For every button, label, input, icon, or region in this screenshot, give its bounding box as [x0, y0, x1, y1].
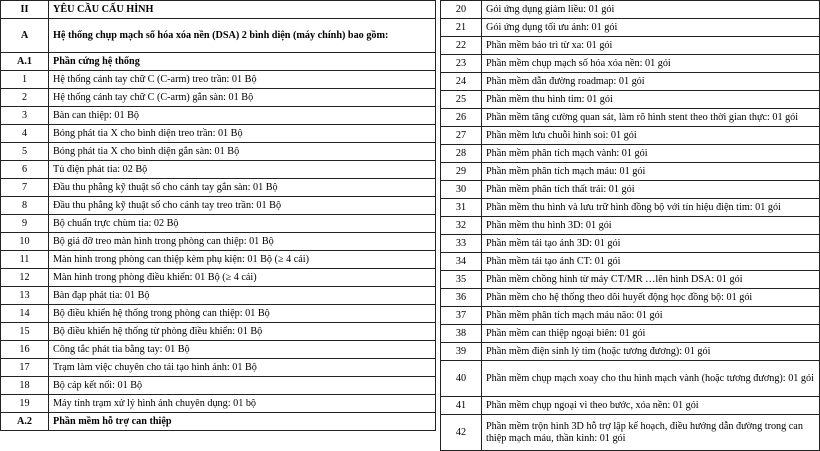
row-number: 2 — [1, 89, 49, 107]
row-number: 38 — [441, 325, 482, 343]
table-row — [441, 271, 820, 289]
row-number: 32 — [441, 217, 482, 235]
table-row — [1, 323, 436, 341]
table-row — [1, 341, 436, 359]
row-text: Bộ cáp kết nối: 01 Bộ — [49, 377, 436, 395]
table-row — [441, 253, 820, 271]
row-number: 1 — [1, 71, 49, 89]
table-row — [441, 109, 820, 127]
row-number: 14 — [1, 305, 49, 323]
row-text: Phần mềm thu hình 3D: 01 gói — [482, 217, 820, 235]
row-text: Phần mềm tái tạo ảnh CT: 01 gói — [482, 253, 820, 271]
table-row — [441, 199, 820, 217]
table-row — [1, 233, 436, 251]
row-text: Phần mềm chụp ngoại vi theo bước, xóa nền: 01 gói — [482, 397, 820, 415]
table-row — [441, 217, 820, 235]
row-number: 42 — [441, 415, 482, 451]
right-requirements-table — [440, 0, 820, 451]
row-text: Hệ thống chụp mạch số hóa xóa nền (DSA) 2 bình diện (máy chính) bao gồm: — [49, 19, 436, 53]
row-number: 16 — [1, 341, 49, 359]
row-text: Bàn can thiệp: 01 Bộ — [49, 107, 436, 125]
row-text: Phần mềm điện sinh lý tim (hoặc tương đương): 01 gói — [482, 343, 820, 361]
row-text: Phần mềm tăng cường quan sát, làm rõ hình stent theo thời gian thực: 01 gói — [482, 109, 820, 127]
row-number: 12 — [1, 269, 49, 287]
table-row — [1, 143, 436, 161]
table-row — [441, 415, 820, 451]
row-text: Bộ chuẩn trực chùm tia: 02 Bộ — [49, 215, 436, 233]
table-row — [441, 307, 820, 325]
table-row — [1, 197, 436, 215]
row-text: Phần mềm phân tích mạch vành: 01 gói — [482, 145, 820, 163]
table-row — [441, 235, 820, 253]
row-number: 31 — [441, 199, 482, 217]
row-text: Màn hình trong phòng can thiệp kèm phụ kiện: 01 Bộ (≥ 4 cái) — [49, 251, 436, 269]
table-row — [1, 107, 436, 125]
table-row — [1, 215, 436, 233]
row-number: 13 — [1, 287, 49, 305]
row-number: 41 — [441, 397, 482, 415]
row-text: Phần mềm thu hình tim: 01 gói — [482, 91, 820, 109]
row-number: 37 — [441, 307, 482, 325]
row-text: Phần mềm phân tích thất trái: 01 gói — [482, 181, 820, 199]
table-row — [441, 73, 820, 91]
table-row — [1, 179, 436, 197]
row-number: 4 — [1, 125, 49, 143]
table-row — [441, 181, 820, 199]
row-number: 10 — [1, 233, 49, 251]
table-row — [1, 413, 436, 431]
table-row — [441, 37, 820, 55]
row-number: 6 — [1, 161, 49, 179]
row-text: Phần mềm chụp mạch xoay cho thu hình mạch vành (hoặc tương đương): 01 gói — [482, 361, 820, 397]
row-text: Bàn đạp phát tia: 01 Bộ — [49, 287, 436, 305]
row-text: Bóng phát tia X cho bình diện treo trần: 01 Bộ — [49, 125, 436, 143]
table-row — [441, 397, 820, 415]
table-row — [1, 377, 436, 395]
row-text: Bộ điều khiển hệ thống từ phòng điều khiển: 01 Bộ — [49, 323, 436, 341]
table-row — [1, 305, 436, 323]
table-row — [1, 161, 436, 179]
row-number: 20 — [441, 1, 482, 19]
table-row — [441, 19, 820, 37]
row-number: A — [1, 19, 49, 53]
row-text: Phần mềm lưu chuỗi hình soi: 01 gói — [482, 127, 820, 145]
row-number: A.2 — [1, 413, 49, 431]
table-row — [441, 361, 820, 397]
table-row — [1, 269, 436, 287]
row-text: Bộ điều khiển hệ thống trong phòng can thiệp: 01 Bộ — [49, 305, 436, 323]
table-row — [1, 251, 436, 269]
row-text: Tủ điện phát tia: 02 Bộ — [49, 161, 436, 179]
row-text: YÊU CẦU CẤU HÌNH — [49, 1, 436, 19]
row-number: 25 — [441, 91, 482, 109]
row-number: 35 — [441, 271, 482, 289]
table-row — [441, 91, 820, 109]
row-number: 28 — [441, 145, 482, 163]
row-text: Phần mềm trộn hình 3D hỗ trợ lập kế hoạch, điều hướng dẫn đường trong can thiệp mạch máu, thần kinh: 01 gói — [482, 415, 820, 451]
table-row — [1, 359, 436, 377]
row-number: 11 — [1, 251, 49, 269]
table-row — [441, 127, 820, 145]
row-number: 24 — [441, 73, 482, 91]
row-text: Màn hình trong phòng điều khiển: 01 Bộ (≥ 4 cái) — [49, 269, 436, 287]
row-number: 18 — [1, 377, 49, 395]
row-text: Phần mềm dẫn đường roadmap: 01 gói — [482, 73, 820, 91]
row-number: A.1 — [1, 53, 49, 71]
row-text: Máy tính trạm xử lý hình ảnh chuyên dụng: 01 bộ — [49, 395, 436, 413]
row-number: 23 — [441, 55, 482, 73]
row-number: 27 — [441, 127, 482, 145]
table-row — [441, 163, 820, 181]
row-number: 40 — [441, 361, 482, 397]
row-number: 15 — [1, 323, 49, 341]
row-number: 29 — [441, 163, 482, 181]
row-text: Phần mềm thu hình và lưu trữ hình đồng bộ với tín hiệu điện tim: 01 gói — [482, 199, 820, 217]
table-row — [1, 19, 436, 53]
row-text: Phần cứng hệ thống — [49, 53, 436, 71]
row-number: 5 — [1, 143, 49, 161]
row-number: 30 — [441, 181, 482, 199]
row-number: 17 — [1, 359, 49, 377]
row-text: Phần mềm bảo trì từ xa: 01 gói — [482, 37, 820, 55]
row-text: Phần mềm chụp mạch số hóa xóa nền: 01 gói — [482, 55, 820, 73]
row-text: Phần mềm can thiệp ngoại biên: 01 gói — [482, 325, 820, 343]
row-text: Đầu thu phẳng kỹ thuật số cho cánh tay gắn sàn: 01 Bộ — [49, 179, 436, 197]
table-row — [1, 53, 436, 71]
row-text: Trạm làm việc chuyên cho tái tạo hình ảnh: 01 Bộ — [49, 359, 436, 377]
table-row — [1, 1, 436, 19]
table-row — [441, 343, 820, 361]
row-number: 9 — [1, 215, 49, 233]
row-text: Gói ứng dụng giảm liều: 01 gói — [482, 1, 820, 19]
row-text: Phần mềm chồng hình từ máy CT/MR …lên hình DSA: 01 gói — [482, 271, 820, 289]
row-number: 34 — [441, 253, 482, 271]
row-text: Phần mềm hỗ trợ can thiệp — [49, 413, 436, 431]
row-text: Phần mềm phân tích mạch máu não: 01 gói — [482, 307, 820, 325]
row-number: II — [1, 1, 49, 19]
table-row — [441, 1, 820, 19]
row-text: Phần mềm cho hệ thống theo dõi huyết động học đồng bộ: 01 gói — [482, 289, 820, 307]
row-text: Bộ giá đỡ treo màn hình trong phòng can thiệp: 01 Bộ — [49, 233, 436, 251]
row-text: Công tắc phát tia bằng tay: 01 Bộ — [49, 341, 436, 359]
row-text: Gói ứng dụng tối ưu ảnh: 01 gói — [482, 19, 820, 37]
table-row — [441, 145, 820, 163]
table-row — [441, 289, 820, 307]
table-row — [1, 287, 436, 305]
row-text: Phần mềm tái tạo ảnh 3D: 01 gói — [482, 235, 820, 253]
row-text: Hệ thống cánh tay chữ C (C-arm) treo trần: 01 Bộ — [49, 71, 436, 89]
row-text: Đầu thu phẳng kỹ thuật số cho cánh tay treo trần: 01 Bộ — [49, 197, 436, 215]
row-number: 36 — [441, 289, 482, 307]
row-number: 3 — [1, 107, 49, 125]
row-number: 26 — [441, 109, 482, 127]
row-number: 8 — [1, 197, 49, 215]
row-text: Bóng phát tia X cho bình diện gắn sàn: 01 Bộ — [49, 143, 436, 161]
row-number: 19 — [1, 395, 49, 413]
table-row — [441, 325, 820, 343]
table-row — [1, 395, 436, 413]
row-number: 22 — [441, 37, 482, 55]
row-number: 21 — [441, 19, 482, 37]
row-text: Phần mềm phân tích mạch máu: 01 gói — [482, 163, 820, 181]
row-text: Hệ thống cánh tay chữ C (C-arm) gắn sàn: 01 Bộ — [49, 89, 436, 107]
table-row — [441, 55, 820, 73]
table-row — [1, 89, 436, 107]
row-number: 7 — [1, 179, 49, 197]
table-row — [1, 71, 436, 89]
table-row — [1, 125, 436, 143]
row-number: 33 — [441, 235, 482, 253]
row-number: 39 — [441, 343, 482, 361]
